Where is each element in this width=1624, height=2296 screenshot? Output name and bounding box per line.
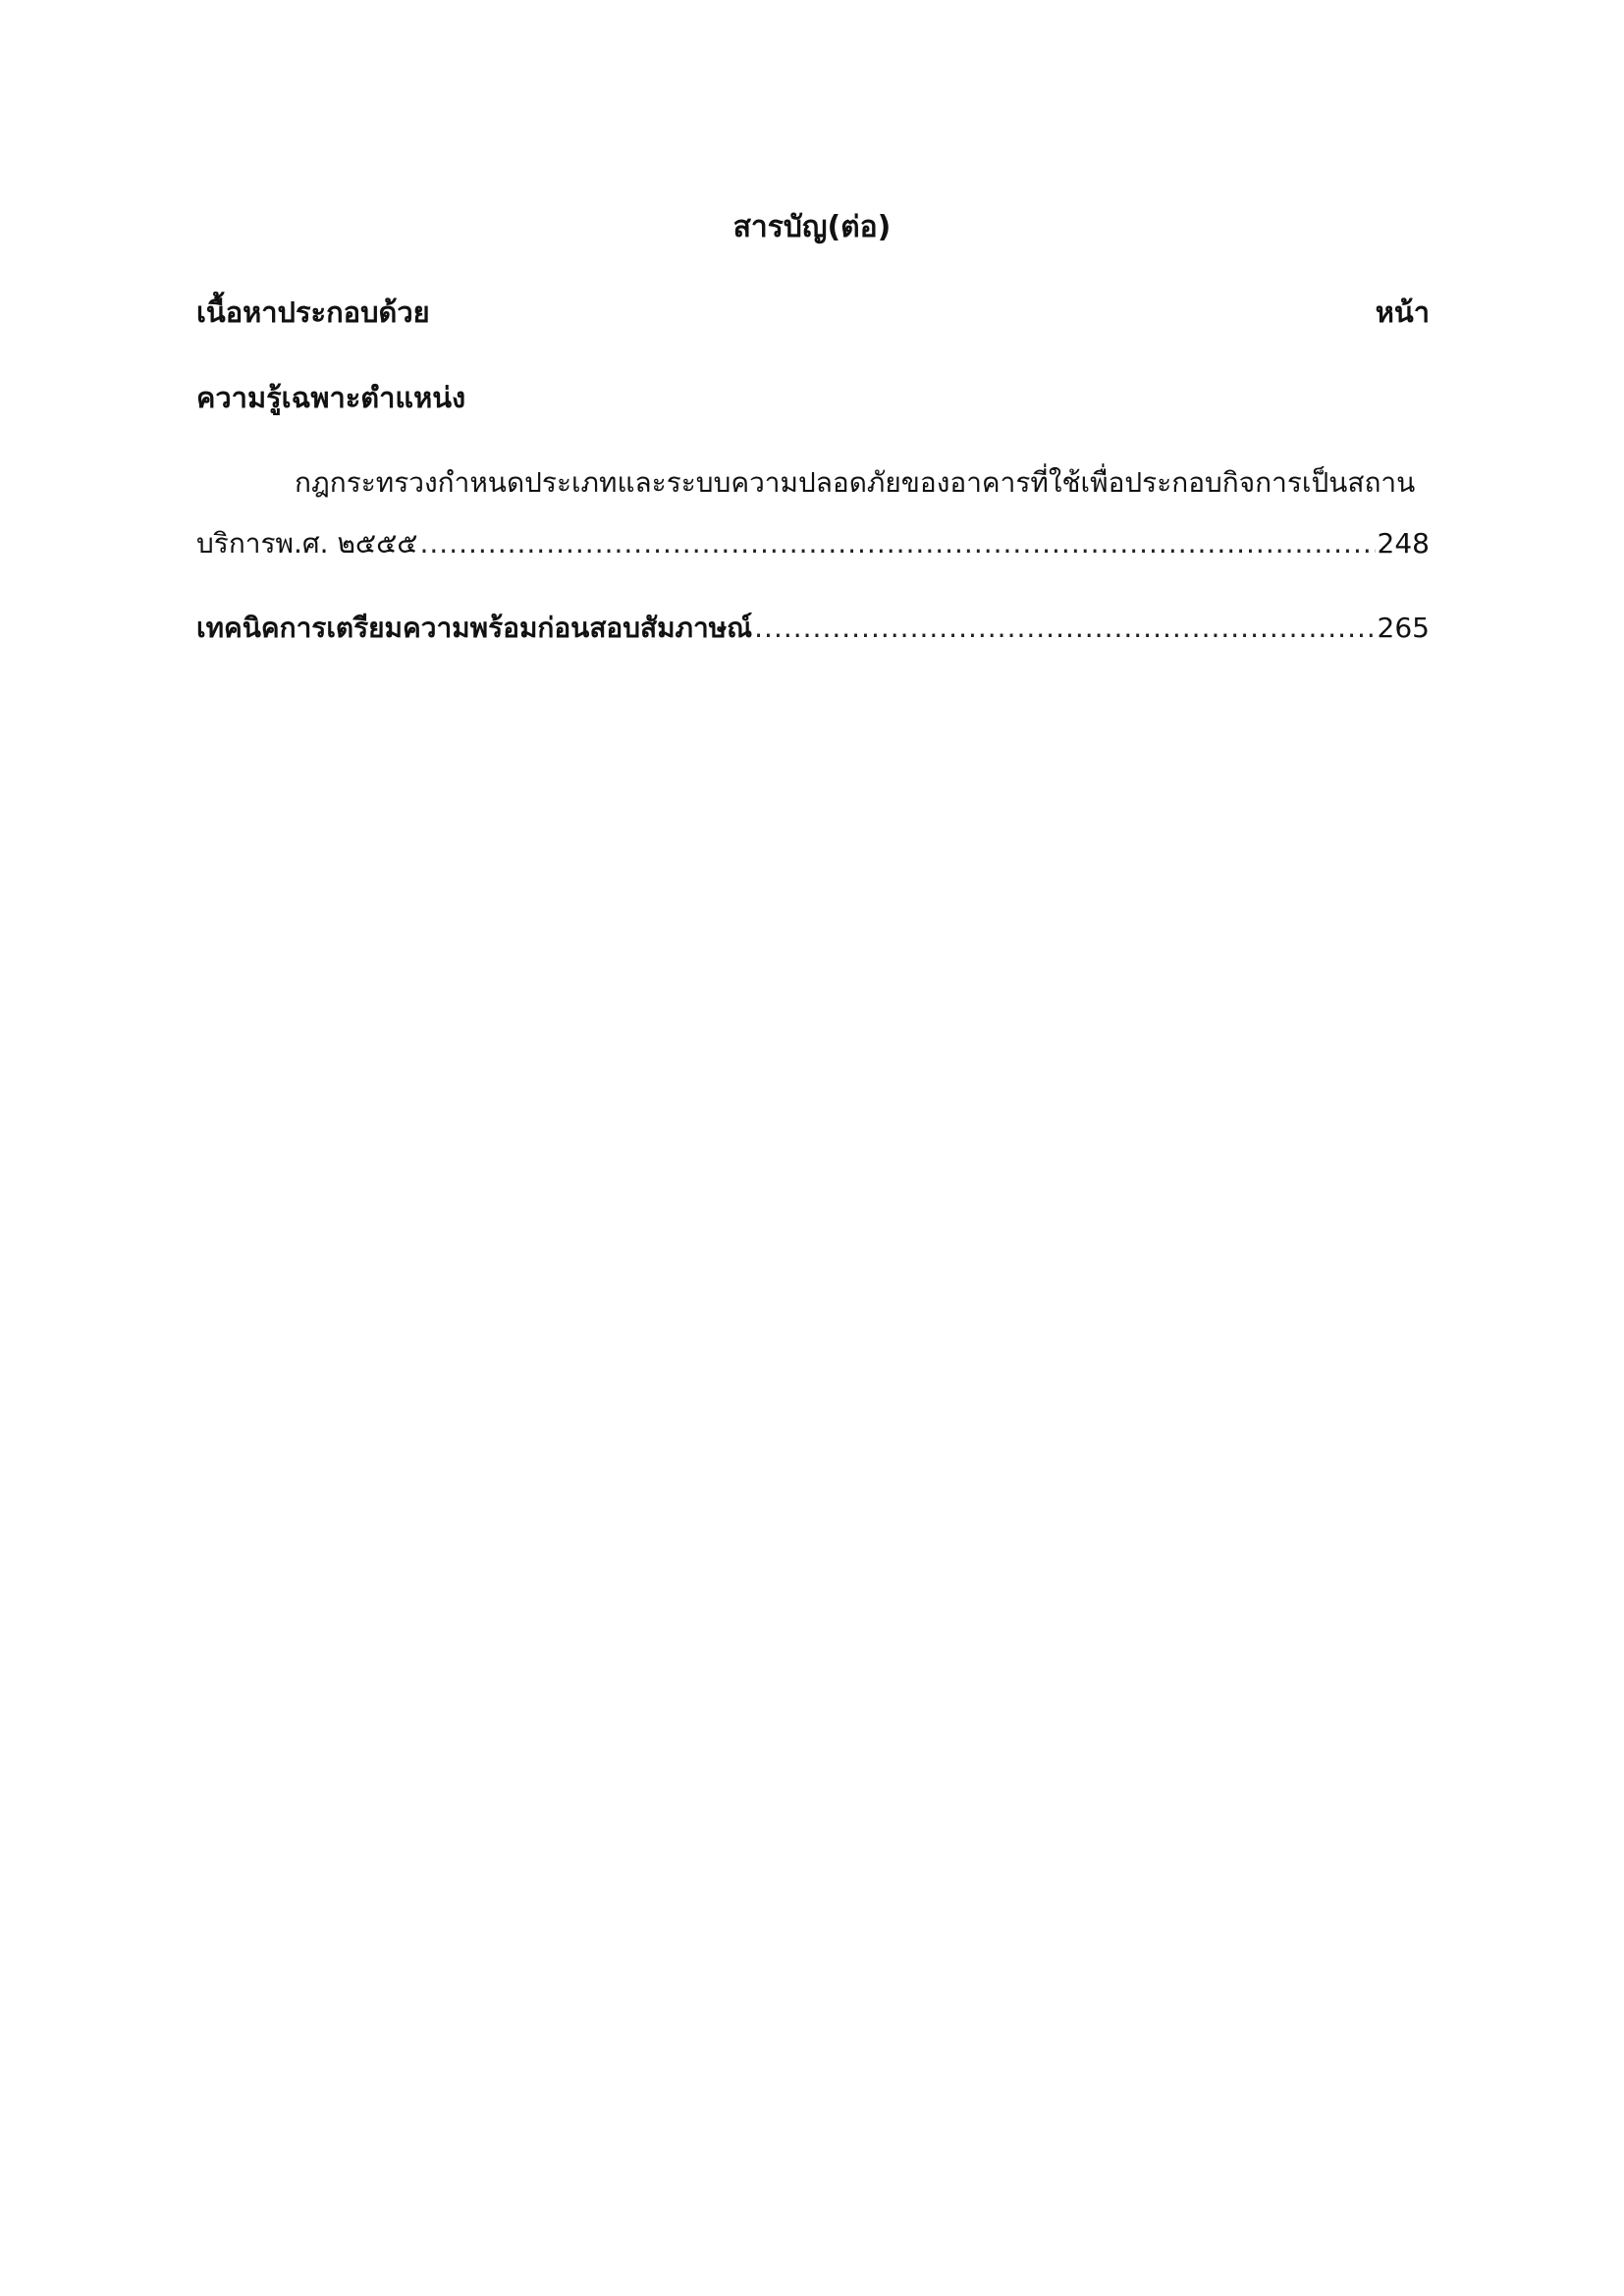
- toc-final-entry-page-number: 265: [1377, 612, 1430, 644]
- toc-entry-line-2: [196, 522, 1430, 565]
- dot-leader: [754, 612, 1375, 644]
- toc-header-content-label: เนื้อหาประกอบด้วย: [196, 295, 430, 329]
- toc-entry-text: บริการพ.ศ. ๒๕๕๕: [196, 527, 418, 560]
- section-heading: ความรู้เฉพาะตำแหน่ง: [196, 381, 466, 414]
- toc-final-entry: [196, 607, 1430, 650]
- toc-header-page-label: หน้า: [1375, 295, 1430, 329]
- toc-final-entry-text: เทคนิคการเตรียมความพร้อมก่อนสอบสัมภาษณ์: [196, 612, 753, 644]
- dot-leader: [420, 527, 1376, 560]
- toc-entry-line-1: กฎกระทรวงกำหนดประเภทและระบบความปลอดภัยของอาคารที่ใช้เพื่อประกอบกิจการเป็นสถาน: [295, 466, 1416, 499]
- page-title: สารบัญ(ต่อ): [732, 210, 892, 244]
- toc-header-row: [196, 290, 1430, 335]
- toc-entry-page-number: 248: [1377, 527, 1430, 560]
